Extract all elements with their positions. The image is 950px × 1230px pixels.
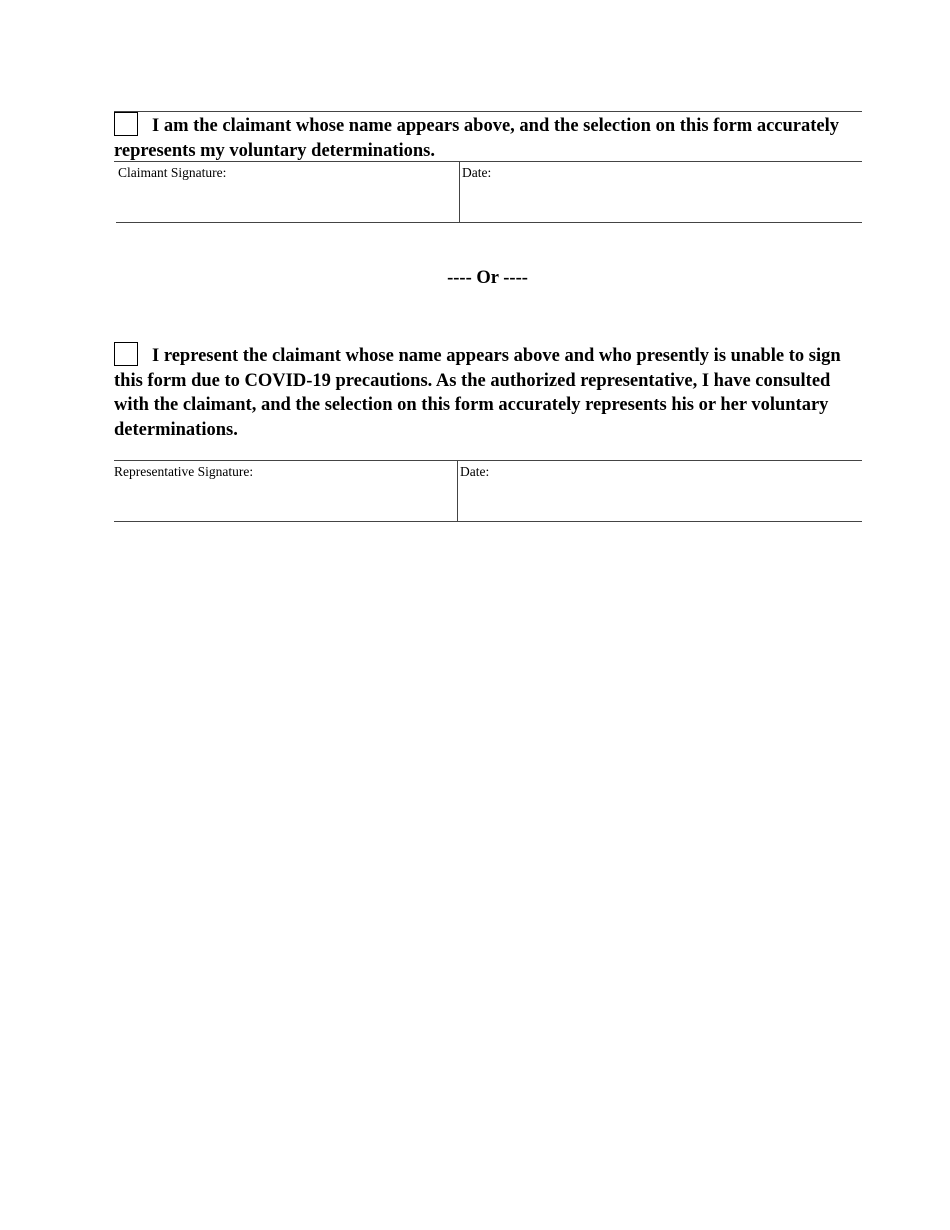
- representative-date-label: Date:: [460, 464, 490, 479]
- representative-statement: I represent the claimant whose name appears above and who presently is unable to sign this form due to COVID-19 precautions. As the authorized representative, I have consulted with the claimant, and the selection on this form accurately represents his or her voluntary determinations.: [114, 346, 841, 440]
- claimant-signature-field[interactable]: [116, 162, 460, 222]
- claimant-statement-paragraph: [114, 112, 862, 163]
- representative-statement-paragraph: [114, 342, 862, 442]
- claimant-statement: I am the claimant whose name appears above, and the selection on this form accurately represents my voluntary determinations.: [114, 116, 840, 161]
- claimant-signature-row: [116, 162, 862, 223]
- representative-signature-row: [114, 461, 862, 522]
- or-divider: ---- Or ----: [447, 268, 528, 288]
- claimant-signature-label: Claimant Signature:: [118, 165, 227, 180]
- claimant-date-field[interactable]: [460, 162, 862, 222]
- representative-signature-field[interactable]: [114, 461, 458, 521]
- claimant-checkbox[interactable]: [114, 112, 138, 136]
- representative-checkbox[interactable]: [114, 342, 138, 366]
- representative-attestation: [114, 342, 862, 442]
- claimant-date-label: Date:: [462, 165, 492, 180]
- claimant-attestation: [114, 112, 862, 163]
- representative-signature-label: Representative Signature:: [114, 464, 254, 479]
- representative-date-field[interactable]: [458, 461, 862, 521]
